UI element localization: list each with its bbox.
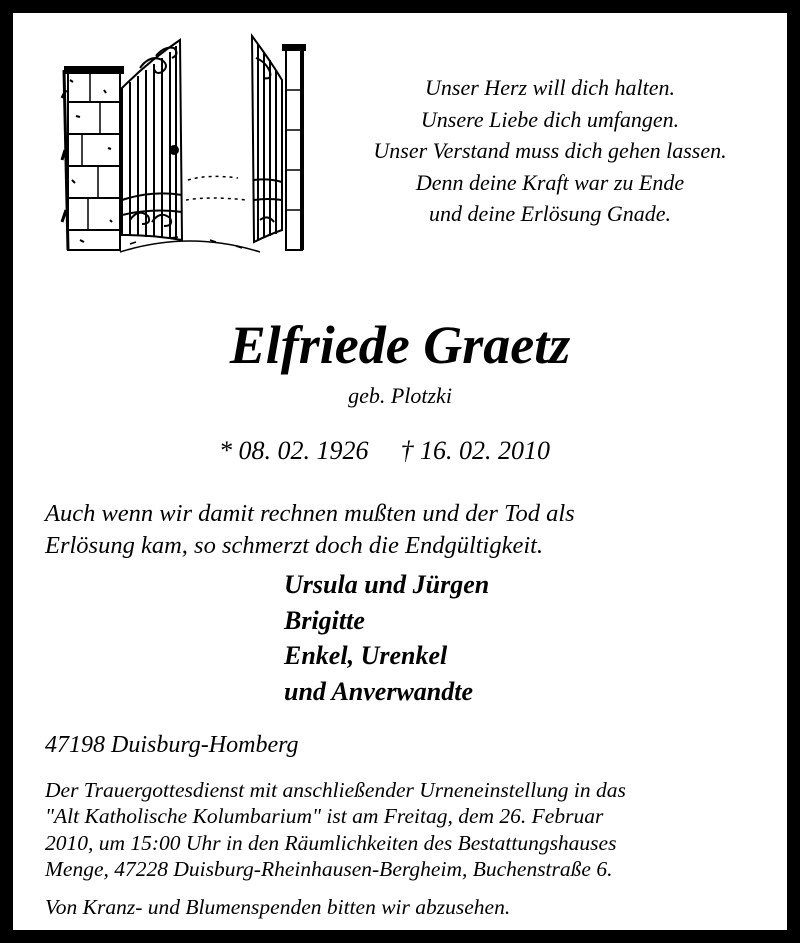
mourner: Enkel, Urenkel bbox=[284, 641, 448, 670]
location: 47198 Duisburg-Homberg bbox=[45, 732, 299, 758]
service-line: Menge, 47228 Duisburg-Rheinhausen-Bergheim, Buchenstraße 6. bbox=[45, 856, 613, 881]
deceased-name: Elfriede Graetz bbox=[229, 315, 571, 375]
mourner: Brigitte bbox=[284, 605, 365, 635]
mourner: und Anverwandte bbox=[284, 676, 474, 706]
birth-date: * 08. 02. 1926 bbox=[219, 436, 369, 465]
flowers-note: Von Kranz- und Blumenspenden bitten wir abzusehen. bbox=[45, 895, 511, 919]
poem-line: Unser Herz will dich halten. bbox=[425, 75, 675, 100]
poem-line: Unsere Liebe dich umfangen. bbox=[420, 106, 680, 132]
message-line: Auch wenn wir damit rechnen mußten und der Tod als bbox=[45, 500, 575, 527]
maiden-name: geb. Plotzki bbox=[348, 383, 452, 408]
poem-line: Denn deine Kraft war zu Ende bbox=[415, 169, 685, 195]
service-info bbox=[45, 777, 765, 882]
condolence-message bbox=[45, 498, 765, 562]
mourners-list bbox=[284, 567, 489, 709]
poem-line: Unser Verstand muss dich gehen lassen. bbox=[373, 138, 727, 163]
garden-gate-icon bbox=[60, 30, 310, 260]
message-line: Erlösung kam, so schmerzt doch die Endgültigkeit. bbox=[45, 532, 544, 559]
mourner: Ursula und Jürgen bbox=[284, 570, 490, 599]
service-line: Der Trauergottesdienst mit anschließender Urneneinstellung in das bbox=[45, 778, 626, 802]
service-line: "Alt Katholische Kolumbarium" ist am Freitag, dem 26. Februar bbox=[45, 804, 604, 829]
service-line: 2010, um 15:00 Uhr in den Räumlichkeiten des Bestattungshauses bbox=[45, 830, 617, 855]
poem bbox=[330, 72, 770, 230]
death-date: † 16. 02. 2010 bbox=[400, 436, 550, 465]
poem-line: und deine Erlösung Gnade. bbox=[429, 201, 671, 226]
life-dates bbox=[219, 433, 550, 469]
